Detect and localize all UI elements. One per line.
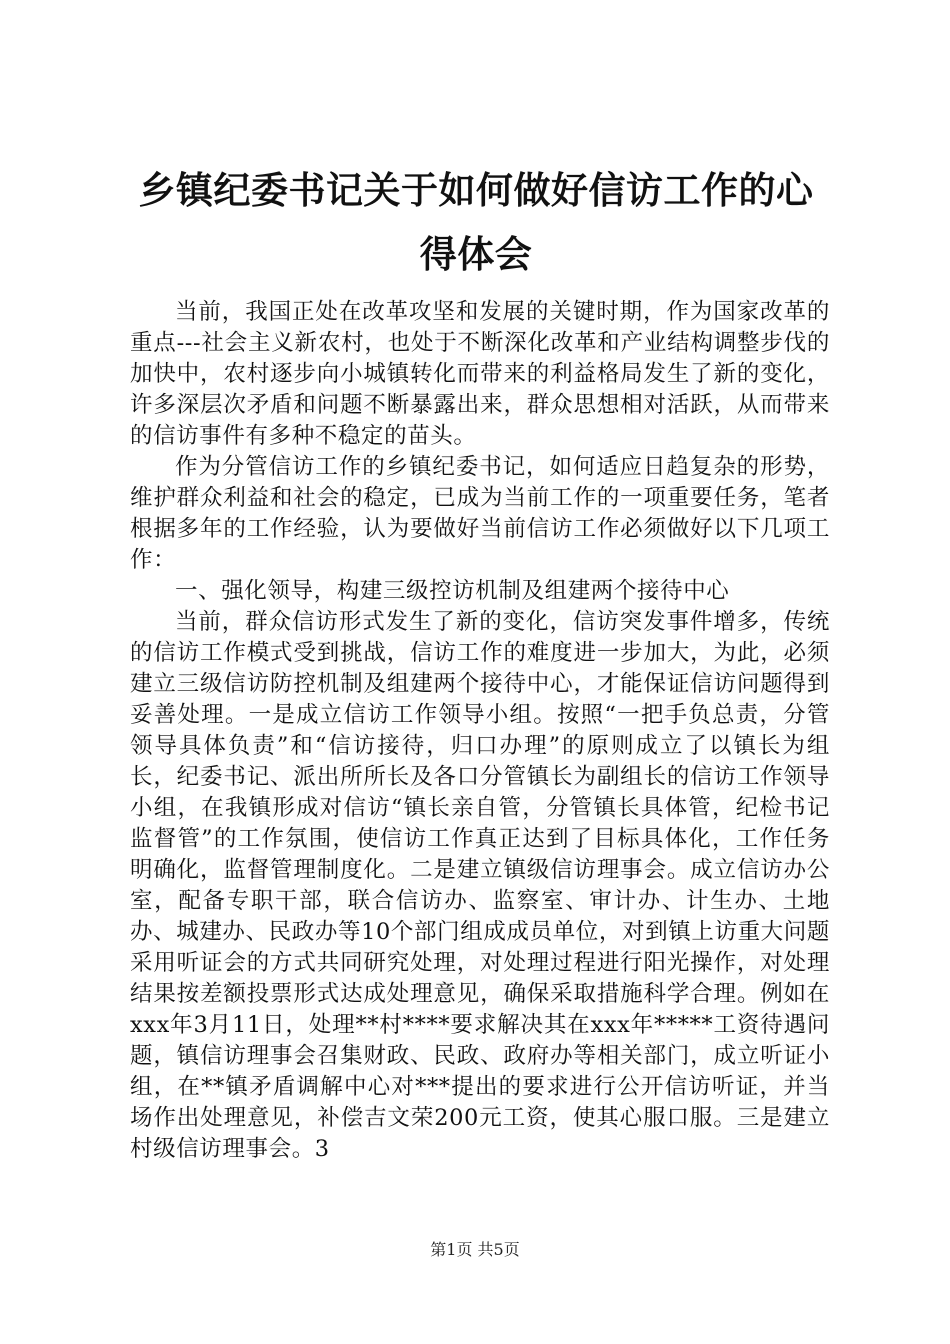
paragraph-intro: 当前，我国正处在改革攻坚和发展的关键时期，作为国家改革的重点---社会主义新农村，也处于不断深化改革和产业结构调整步伐的加快中，农村逐步向小城镇转化而带来的利益格局发生了新的变化，许多深层次矛盾和问题不断暴露出来，群众思想相对活跃，从而带来的信访事件有多种不稳定的苗头。 bbox=[130, 299, 830, 449]
page-footer: 第1页 共5页 bbox=[430, 1240, 520, 1259]
section-heading-1: 一、强化领导，构建三级控访机制及组建两个接待中心 bbox=[175, 578, 730, 604]
document-body bbox=[130, 297, 830, 1165]
paragraph-section-1-body: 当前，群众信访形式发生了新的变化，信访突发事件增多，传统的信访工作模式受到挑战，信访工作的难度进一步加大，为此，必须建立三级信访防控机制及组建两个接待中心，才能保证信访问题得到妥善处理。一是成立信访工作领导小组。按照“一把手负总责，分管领导具体负责”和“信访接待，归口办理”的原则成立了以镇长为组长，纪委书记、派出所所长及各口分管镇长为副组长的信访工作领导小组，在我镇形成对信访“镇长亲自管，分管镇长具体管，纪检书记监督管”的工作氛围，使信访工作真正达到了目标具体化，工作任务明确化，监督管理制度化。二是建立镇级信访理事会。成立信访办公室，配备专职干部，联合信访办、监察室、审计办、计生办、土地办、城建办、民政办等10个部门组成成员单位，对到镇上访重大问题采用听证会的方式共同研究处理，对处理过程进行阳光操作，对处理结果按差额投票形式达成处理意见，确保采取措施科学合理。例如在xxx年3月11日，处理**村****要求解决其在xxx年*****工资待遇问题，镇信访理事会召集财政、民政、政府办等相关部门，成立听证小组，在**镇矛盾调解中心对***提出的要求进行公开信访听证，并当场作出处理意见，补偿吉文荣200元工资，使其心服口服。三是建立村级信访理事会。3 bbox=[130, 609, 830, 1162]
document-title: 乡镇纪委书记关于如何做好信访工作的心得体会 bbox=[138, 168, 814, 276]
paragraph-purpose: 作为分管信访工作的乡镇纪委书记，如何适应日趋复杂的形势，维护群众利益和社会的稳定，已成为当前工作的一项重要任务，笔者根据多年的工作经验，认为要做好当前信访工作必须做好以下几项工作： bbox=[130, 454, 830, 573]
